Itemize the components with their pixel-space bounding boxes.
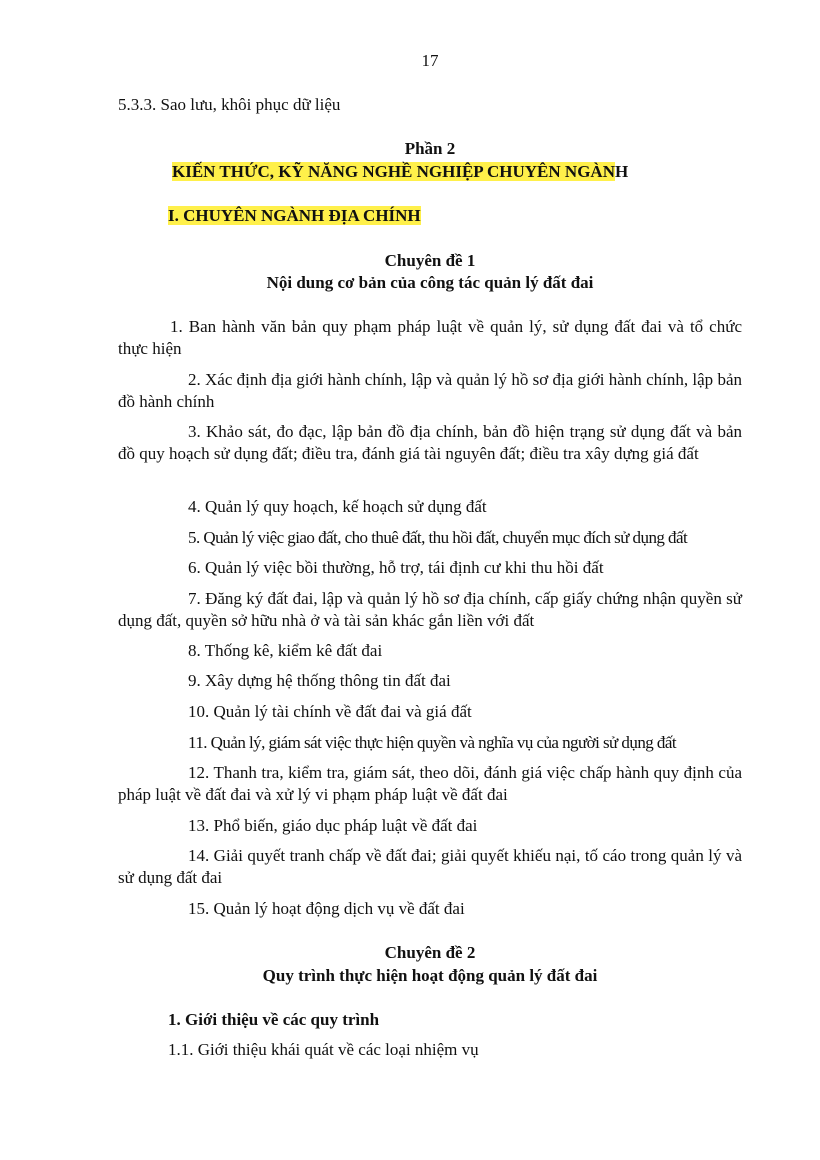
topic1-item-15: 15. Quản lý hoạt động dịch vụ về đất đai — [188, 899, 465, 918]
topic1-item-13: 13. Phổ biến, giáo dục pháp luật về đất đai — [188, 816, 478, 835]
topic1-item-2: 2. Xác định địa giới hành chính, lập và quản lý hồ sơ địa giới hành chính, lập bản đồ hành chính — [118, 370, 742, 411]
topic1-item-9: 9. Xây dựng hệ thống thông tin đất đai — [188, 671, 451, 690]
section-5-3-3: 5.3.3. Sao lưu, khôi phục dữ liệu — [118, 95, 341, 114]
topic1-item-8: 8. Thống kê, kiểm kê đất đai — [188, 641, 383, 660]
part-subtitle — [172, 162, 628, 182]
page-number: 17 — [421, 51, 439, 70]
topic2-heading-1: 1. Giới thiệu về các quy trình — [168, 1010, 380, 1029]
topic2-title: Quy trình thực hiện hoạt động quản lý đất đai — [262, 966, 598, 985]
topic1-item-10: 10. Quản lý tài chính về đất đai và giá đất — [188, 702, 472, 721]
topic2-sub-1-1: 1.1. Giới thiệu khái quát về các loại nhiệm vụ — [168, 1040, 479, 1059]
topic2-label: Chuyên đề 2 — [384, 943, 476, 962]
topic1-item-6: 6. Quản lý việc bồi thường, hỗ trợ, tái định cư khi thu hồi đất — [188, 558, 604, 577]
part-title: Phần 2 — [404, 139, 456, 158]
part-subtitle-highlight: KIẾN THỨC, KỸ NĂNG NGHỀ NGHIỆP CHUYÊN NGÀN — [172, 162, 615, 181]
topic1-item-4: 4. Quản lý quy hoạch, kế hoạch sử dụng đất — [188, 497, 487, 516]
topic1-title: Nội dung cơ bản của công tác quản lý đất đai — [266, 273, 594, 292]
topic1-item-3: 3. Khảo sát, đo đạc, lập bản đồ địa chính, bản đồ hiện trạng sử dụng đất và bản đồ quy hoạch sử dụng đất; điều tra, đánh giá tài nguyên đất; điều tra xây dựng giá đất — [118, 422, 742, 463]
topic1-item-14: 14. Giải quyết tranh chấp về đất đai; giải quyết khiếu nại, tố cáo trong quản lý và sử dụng đất đai — [118, 846, 742, 887]
topic1-item-7: 7. Đăng ký đất đai, lập và quản lý hồ sơ địa chính, cấp giấy chứng nhận quyền sử dụng đất, quyền sở hữu nhà ở và tài sản khác gắn liền với đất — [118, 589, 742, 630]
topic1-item-11: 11. Quản lý, giám sát việc thực hiện quyền và nghĩa vụ của người sử dụng đất — [188, 733, 677, 752]
part-subtitle-tail: H — [614, 162, 629, 181]
heading-chuyen-nganh-dia-chinh: I. CHUYÊN NGÀNH ĐỊA CHÍNH — [168, 206, 421, 225]
topic1-label: Chuyên đề 1 — [384, 251, 476, 270]
topic1-item-5: 5. Quản lý việc giao đất, cho thuê đất, thu hồi đất, chuyển mục đích sử dụng đất — [188, 528, 688, 547]
topic1-item-12: 12. Thanh tra, kiểm tra, giám sát, theo dõi, đánh giá việc chấp hành quy định của pháp luật về đất đai và xử lý vi phạm pháp luật về đất đai — [118, 763, 742, 804]
topic1-item-1: 1. Ban hành văn bản quy phạm pháp luật về quản lý, sử dụng đất đai và tổ chức thực hiện — [118, 317, 742, 358]
